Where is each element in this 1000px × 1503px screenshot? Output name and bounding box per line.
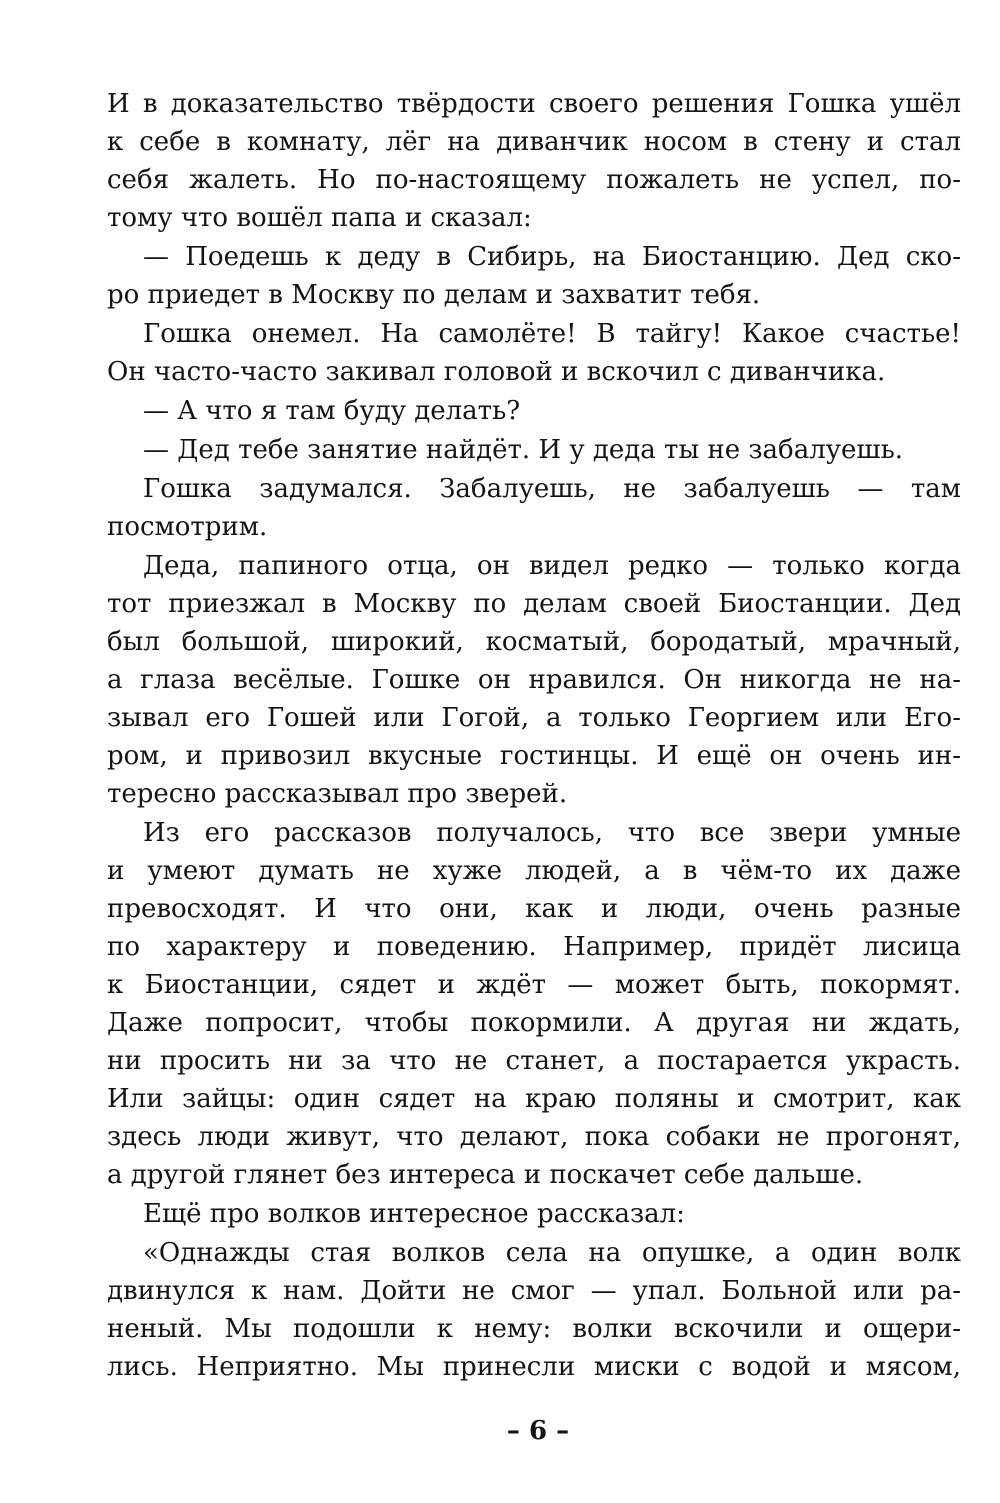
- text-line: Даже попросит, чтобы покормили. А другая ни ждать,: [107, 1008, 961, 1038]
- text-line: зывал его Гошей или Гогой, а только Георгием или Его-: [107, 703, 961, 733]
- paragraph: [107, 814, 961, 1194]
- text-line: а другой глянет без интереса и поскачет себе дальше.: [107, 1160, 864, 1190]
- text-line: а глаза весёлые. Гошке он нравился. Он никогда не на-: [107, 665, 961, 695]
- text-line: по характеру и поведению. Например, придёт лисица: [107, 932, 961, 962]
- paragraph: [107, 392, 961, 430]
- text-line: лись. Неприятно. Мы принесли миски с водой и мясом,: [107, 1352, 961, 1382]
- text-line: ром, и привозил вкусные гостинцы. И ещё он очень ин-: [107, 741, 961, 771]
- text-line: — А что я там буду делать?: [143, 396, 521, 426]
- text-line: — Дед тебе занятие найдёт. И у деда ты не забалуешь.: [143, 435, 904, 465]
- paragraph: [107, 431, 961, 469]
- paragraph: [107, 470, 961, 546]
- text-line: двинулся к нам. Дойти не смог — упал. Больной или ра-: [107, 1276, 961, 1306]
- text-line: к Биостанции, сядет и ждёт — может быть, покормят.: [107, 970, 961, 1000]
- text-line: посмотрим.: [107, 512, 268, 542]
- text-line: — Поедешь к деду в Сибирь, на Биостанцию. Дед ско-: [143, 242, 961, 272]
- text-line: ни просить ни за что не станет, а постарается украсть.: [107, 1046, 961, 1076]
- text-line: тот приезжал в Москву по делам своей Биостанции. Дед: [107, 589, 961, 619]
- paragraph: [107, 238, 961, 314]
- text-line: превосходят. И что они, как и люди, очень разные: [107, 894, 961, 924]
- text-line: ро приедет в Москву по делам и захватит тебя.: [107, 280, 761, 310]
- text-line: Он часто-часто закивал головой и вскочил с диванчика.: [107, 357, 886, 387]
- paragraph: [107, 315, 961, 391]
- text-line: Деда, папиного отца, он видел редко — только когда: [143, 551, 961, 581]
- text-line: тересно рассказывал про зверей.: [107, 779, 568, 809]
- text-line: и умеют думать не хуже людей, а в чём-то их даже: [107, 856, 961, 886]
- text-line: здесь люди живут, что делают, пока собаки не прогонят,: [107, 1122, 961, 1152]
- text-line: себя жалеть. Но по-настоящему пожалеть не успел, по-: [107, 165, 961, 195]
- text-line: Ещё про волков интересное рассказал:: [143, 1199, 685, 1229]
- paragraph: [107, 1195, 961, 1233]
- text-line: неный. Мы подошли к нему: волки вскочили и ощери-: [107, 1314, 961, 1344]
- book-page-text: [107, 85, 961, 1387]
- paragraph: [107, 1234, 961, 1386]
- text-line: Из его рассказов получалось, что все звери умные: [143, 818, 961, 848]
- page-number: – 6 –: [506, 1416, 570, 1446]
- text-line: Или зайцы: один сядет на краю поляны и смотрит, как: [107, 1084, 961, 1114]
- text-line: был большой, широкий, косматый, бородатый, мрачный,: [107, 627, 961, 657]
- text-line: И в доказательство твёрдости своего решения Гошка ушёл: [107, 89, 961, 119]
- text-line: Гошка задумался. Забалуешь, не забалуешь — там: [143, 474, 961, 504]
- text-line: Гошка онемел. На самолёте! В тайгу! Какое счастье!: [143, 319, 961, 349]
- paragraph: [107, 547, 961, 813]
- text-line: «Однажды стая волков села на опушке, а один волк: [143, 1238, 961, 1268]
- paragraph: [107, 85, 961, 237]
- text-line: тому что вошёл папа и сказал:: [107, 203, 532, 233]
- text-line: к себе в комнату, лёг на диванчик носом в стену и стал: [107, 127, 961, 157]
